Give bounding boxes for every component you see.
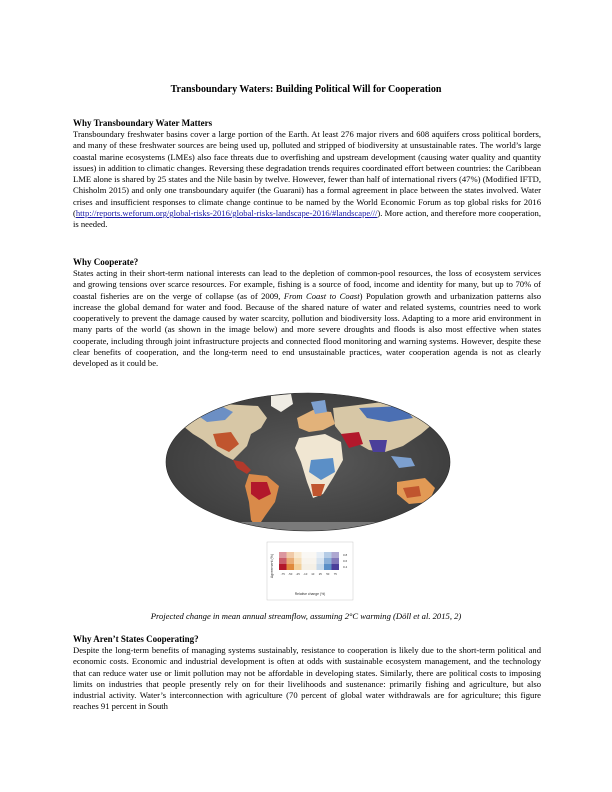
legend-cell — [332, 564, 340, 570]
section-paragraph — [73, 129, 541, 231]
section-heading: Why Aren’t States Cooperating? — [73, 634, 199, 644]
section-heading: Why Cooperate? — [73, 257, 139, 267]
section-why-arent-states-cooperating — [73, 633, 541, 713]
legend-cell — [287, 552, 295, 558]
section-paragraph — [73, 268, 541, 370]
legend-cell — [294, 558, 302, 564]
legend-x-tick: -10 — [303, 572, 308, 576]
legend-cell — [317, 564, 325, 570]
legend-x-tick: 10 — [311, 572, 315, 576]
paragraph-text: ) Population growth and urbanization patterns also increase the global demand for water and food. Because of the shared nature of water and related systems, countries need to work cooperatively to prevent the damage caused by water scarcity, pollution and biodiversity loss. Adapting to a more arid environment in many parts of the world (as shown in the image below) and more severe droughts and floods is also most effective when states cooperate, including through joint infrastructure projects and connected flood monitoring and warning systems. However, despite these clear benefits of cooperation, and the long-term need to end unsustainable practices, water cooperation agenda is not as clearly developed as it could be. — [73, 290, 541, 369]
legend-y-tick: 0.4 — [343, 565, 348, 569]
legend-x-tick: -25 — [295, 572, 300, 576]
legend-cell — [317, 558, 325, 564]
legend-x-label: Relative change (%) — [294, 592, 326, 596]
paragraph-text: ). More action, and therefore more cooperation, is needed. — [73, 208, 541, 230]
legend-cell — [332, 552, 340, 558]
legend-x-tick: -50 — [288, 572, 293, 576]
legend-cell — [324, 564, 332, 570]
italic-source: From Coast to Coast — [283, 290, 360, 301]
legend-cell — [332, 558, 340, 564]
streamflow-map-figure — [163, 390, 453, 606]
legend-x-tick: -75 — [280, 572, 285, 576]
legend-cell — [317, 552, 325, 558]
legend-cell — [294, 564, 302, 570]
legend-cell — [302, 558, 310, 564]
document-title: Transboundary Waters: Building Political Will for Cooperation — [170, 84, 442, 95]
legend-cell — [309, 558, 317, 564]
legend-y-tick: 0.8 — [343, 553, 348, 557]
paragraph-text: Transboundary freshwater basins cover a large portion of the Earth. At least 276 major rivers and 608 aquifers cross political borders, and many of these freshwater sources are being used up, polluted and stripped of biodiversity at unsustainable rates. The world’s large coastal marine ecosystems (LMEs) also face threats due to overfishing and upstream development (causing water quality and quantity issues) in addition to climatic changes. Reversing these degradation trends requires coordinated effort between countries: the Caribbean LME alone is shared by 25 states and the Nile basin by twelve. However, fewer than half of international rivers (47%) (Modified IFTD, Chisholm 2015) and only one transboundary aquifer (the Guarani) has a formal agreement in place between the states involved. Water crises and insufficient responses to climate change continue to be named by the World Economic Forum as top global risks for 2016 ( — [73, 129, 541, 219]
legend-cell — [294, 552, 302, 558]
paragraph-text: States acting in their short-term national interests can lead to the depletion of common-pool resources, the loss of ecosystem services and growing tensions over scarce resources. For example, fishing is a source of food, income and identity for many, but up to 70% of coastal fisheries are on the verge of collapse (as of 2009, — [73, 268, 541, 301]
legend-cell — [302, 552, 310, 558]
section-why-transboundary-water-matters — [73, 117, 541, 231]
legend-cell — [287, 564, 295, 570]
legend-color-grid — [279, 552, 339, 570]
legend-cell — [279, 564, 287, 570]
legend-y-label: Agreement (%) — [270, 553, 274, 579]
map-legend — [267, 542, 353, 600]
legend-cell — [309, 564, 317, 570]
legend-cell — [279, 552, 287, 558]
section-heading: Why Transboundary Water Matters — [73, 118, 213, 128]
legend-cell — [324, 552, 332, 558]
legend-cell — [309, 552, 317, 558]
world-map — [166, 393, 450, 535]
figure-caption: Projected change in mean annual streamflow, assuming 2°C warming (Döll et al. 2015, 2) — [150, 611, 462, 621]
legend-x-tick: 25 — [318, 572, 322, 576]
section-why-cooperate — [73, 256, 541, 370]
legend-cell — [287, 558, 295, 564]
legend-x-tick: 50 — [326, 572, 330, 576]
section-paragraph: Despite the long-term benefits of managing systems sustainably, resistance to cooperation is likely due to the short-term political and economic costs. Economic and industrial development is often at odds with sustainable ecosystem management, and the technology that can reduce water use or limit pollution may not be affordable in developing states. Similarly, there are political costs to imposing limits on industries that people presently rely on for their livelihoods and sustenance: primarily fishing and agriculture, but also industrial activity. Water’s interconnection with agriculture (70 percent of global water withdrawals are for agriculture; this figure reaches 91 percent in South — [73, 645, 541, 712]
wef-risks-link[interactable]: http://reports.weforum.org/global-risks-2016/global-risks-landscape-2016/#landscape/// — [75, 208, 378, 219]
legend-x-tick: 75 — [333, 572, 337, 576]
legend-cell — [279, 558, 287, 564]
land-antarctica — [183, 522, 433, 535]
legend-cell — [324, 558, 332, 564]
legend-y-tick: 0.6 — [343, 559, 348, 563]
legend-cell — [302, 564, 310, 570]
